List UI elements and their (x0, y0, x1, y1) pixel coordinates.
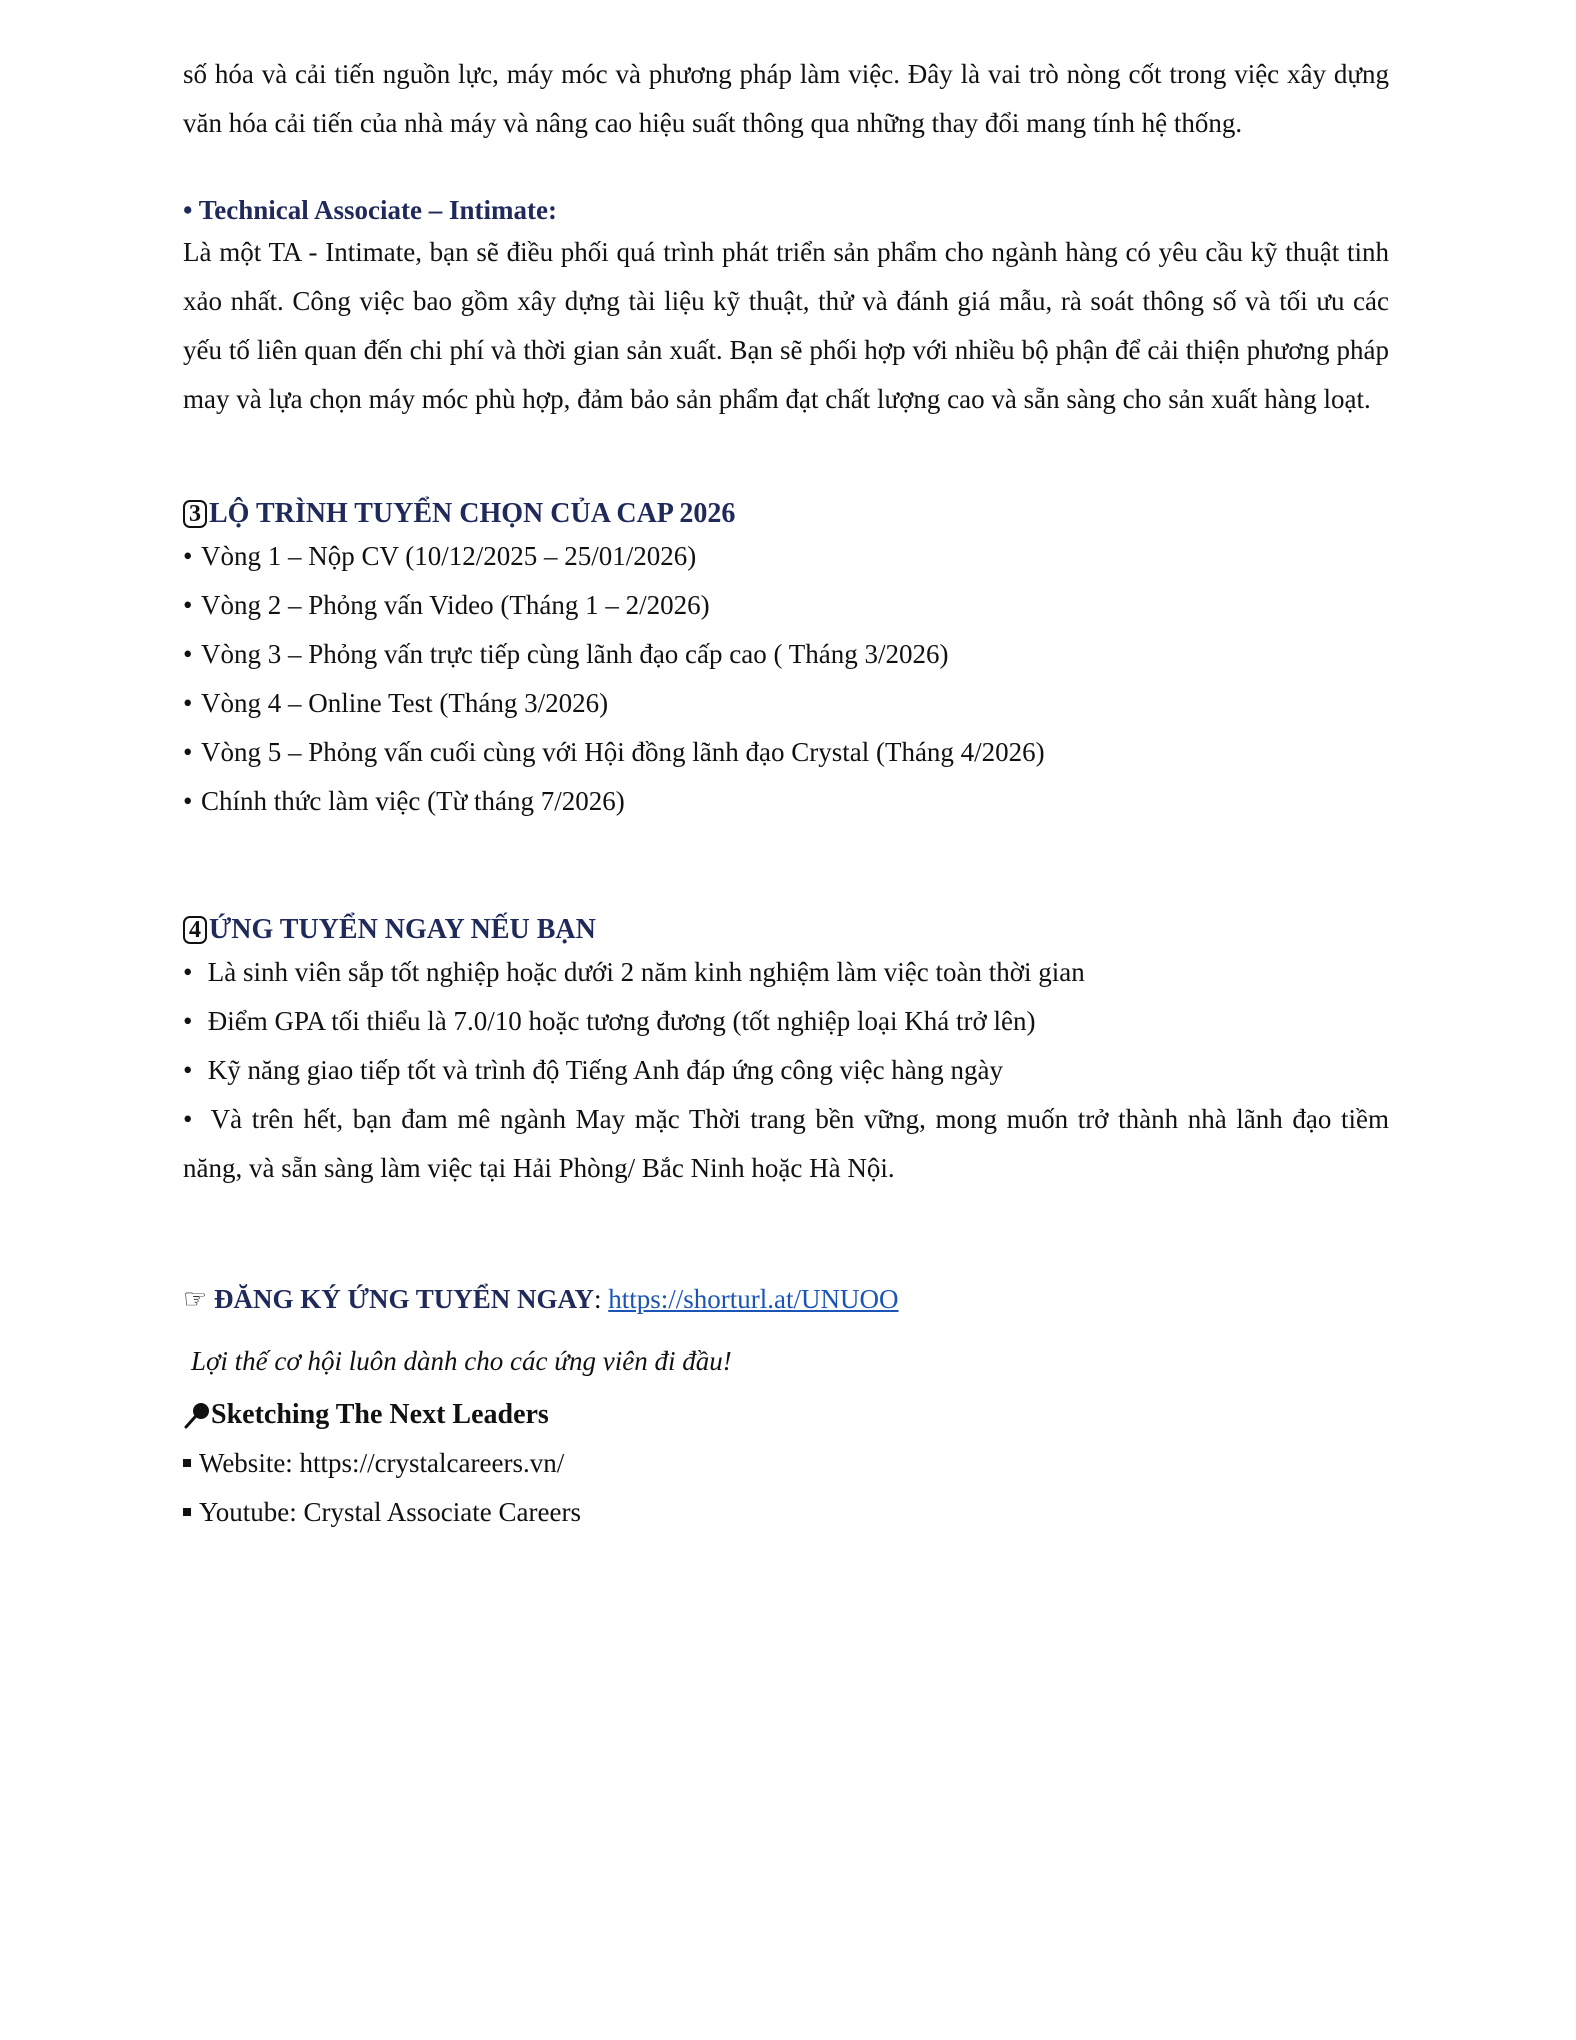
bullet-icon: • (183, 541, 193, 571)
section-number-badge: 4 (183, 916, 207, 944)
brand-line (183, 1395, 1389, 1435)
square-bullet-icon (183, 1508, 191, 1516)
bullet-icon: • (183, 639, 193, 669)
brand-name: Sketching The Next Leaders (211, 1399, 549, 1430)
apply-now-label: ĐĂNG KÝ ỨNG TUYỂN NGAY (213, 1284, 594, 1314)
apply-now-line (183, 1279, 1389, 1319)
pushpin-icon (183, 1401, 211, 1429)
square-bullet-icon (183, 1459, 191, 1467)
section-title: ỨNG TUYỂN NGAY NẾU BẠN (209, 914, 596, 945)
bullet-icon: • (183, 1104, 193, 1134)
intro-paragraph: số hóa và cải tiến nguồn lực, máy móc và phương pháp làm việc. Đây là vai trò nòng cốt trong việc xây dựng văn hóa cải tiến của nhà máy và nâng cao hiệu suất thông qua những thay đổi mang tính hệ thống. (183, 59, 1389, 138)
apply-link[interactable]: https://shorturl.at/UNUOO (608, 1284, 899, 1314)
list-item: • Chính thức làm việc (Từ tháng 7/2026) (183, 777, 1389, 826)
bullet-icon: • (183, 688, 193, 718)
section-heading (183, 912, 1389, 948)
contact-youtube: Youtube: Crystal Associate Careers (183, 1488, 1389, 1537)
bullet-icon: • (183, 1055, 193, 1085)
bullet-icon: • (183, 1006, 193, 1036)
role-title: • Technical Associate – Intimate: (183, 195, 557, 225)
bullet-icon: • (183, 737, 193, 767)
bullet-icon: • (183, 957, 193, 987)
list-item: • Và trên hết, bạn đam mê ngành May mặc Thời trang bền vững, mong muốn trở thành nhà lãnh đạo tiềm năng, và sẵn sàng làm việc tại Hải Phòng/ Bắc Ninh hoặc Hà Nội. (183, 1095, 1389, 1193)
pointing-hand-icon: ☞ (183, 1284, 208, 1314)
list-item: • Vòng 4 – Online Test (Tháng 3/2026) (183, 679, 1389, 728)
list-item: • Vòng 2 – Phỏng vấn Video (Tháng 1 – 2/2026) (183, 581, 1389, 630)
section-number-badge: 3 (183, 500, 207, 528)
contact-website: Website: https://crystalcareers.vn/ (183, 1439, 1389, 1488)
bullet-icon: • (183, 786, 193, 816)
list-item: • Kỹ năng giao tiếp tốt và trình độ Tiếng Anh đáp ứng công việc hàng ngày (183, 1046, 1389, 1095)
section-selection-process (183, 496, 1389, 826)
list-item: • Điểm GPA tối thiểu là 7.0/10 hoặc tương đương (tốt nghiệp loại Khá trở lên) (183, 997, 1389, 1046)
section-title: LỘ TRÌNH TUYỂN CHỌN CỦA CAP 2026 (209, 498, 736, 529)
tagline: Lợi thế cơ hội luôn dành cho các ứng viên đi đầu! (191, 1346, 732, 1376)
role-description: Là một TA - Intimate, bạn sẽ điều phối quá trình phát triển sản phẩm cho ngành hàng có yêu cầu kỹ thuật tinh xảo nhất. Công việc bao gồm xây dựng tài liệu kỹ thuật, thử và đánh giá mẫu, rà soát thông số và tối ưu các yếu tố liên quan đến chi phí và thời gian sản xuất. Bạn sẽ phối hợp với nhiều bộ phận để cải thiện phương pháp may và lựa chọn máy móc phù hợp, đảm bảo sản phẩm đạt chất lượng cao và sẵn sàng cho sản xuất hàng loạt. (183, 237, 1389, 414)
separator: : (594, 1284, 602, 1314)
section-apply-if (183, 912, 1389, 1193)
round-list (183, 532, 1389, 826)
bullet-icon: • (183, 590, 193, 620)
list-item: • Là sinh viên sắp tốt nghiệp hoặc dưới 2 năm kinh nghiệm làm việc toàn thời gian (183, 948, 1389, 997)
document-page (183, 50, 1389, 1537)
list-item: • Vòng 3 – Phỏng vấn trực tiếp cùng lãnh đạo cấp cao ( Tháng 3/2026) (183, 630, 1389, 679)
list-item: • Vòng 5 – Phỏng vấn cuối cùng với Hội đồng lãnh đạo Crystal (Tháng 4/2026) (183, 728, 1389, 777)
list-item: • Vòng 1 – Nộp CV (10/12/2025 – 25/01/2026) (183, 532, 1389, 581)
section-heading (183, 496, 1389, 532)
requirement-list (183, 948, 1389, 1193)
